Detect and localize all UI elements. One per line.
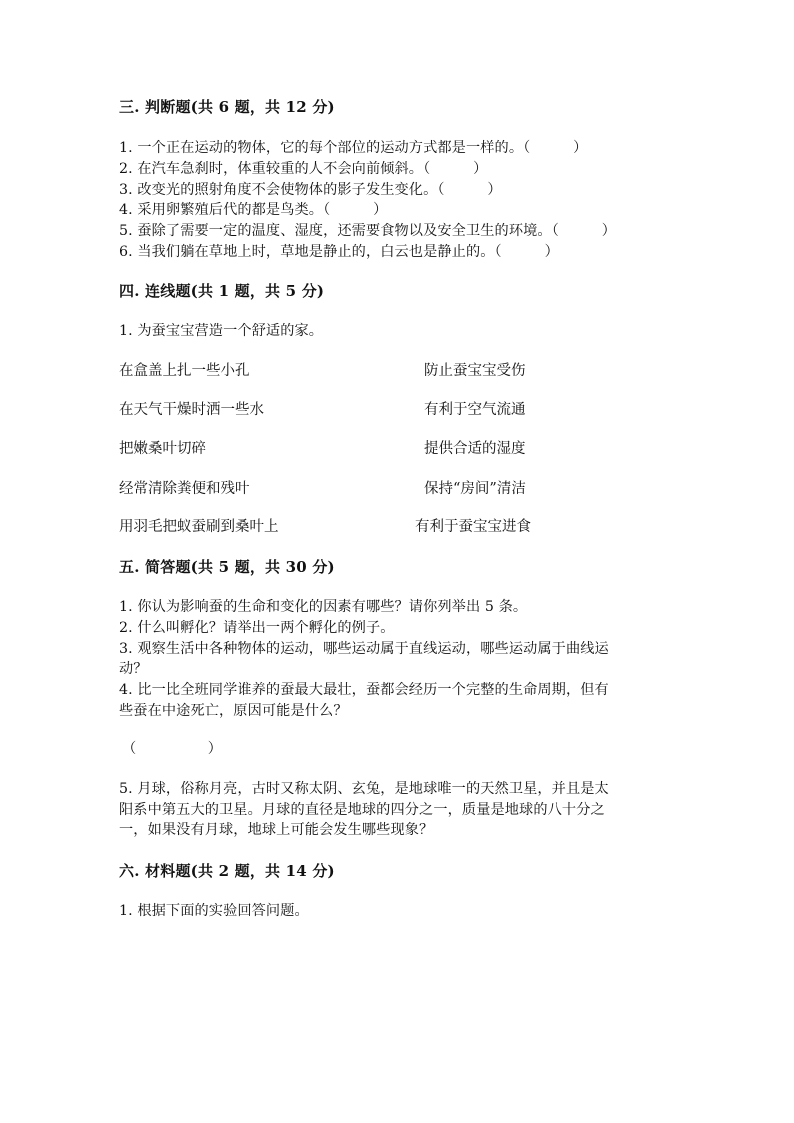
s5-line-3: 3. 观察生活中各种物体的运动，哪些运动属于直线运动，哪些运动属于曲线运 — [119, 641, 609, 657]
section-3-heading: 三. 判断题(共 6 题，共 12 分) — [119, 98, 335, 116]
match-right-2: 有利于空气流通 — [424, 402, 526, 418]
match-left-1: 在盒盖上扎一些小孔 — [119, 363, 250, 379]
s5-line-5: 4. 比一比全班同学谁养的蚕最大最壮，蚕都会经历一个完整的生命周期，但有 — [119, 682, 609, 698]
s5-q5-line-1: 5. 月球，俗称月亮，古时又称太阴、玄兔，是地球唯一的天然卫星，并且是太 — [119, 781, 609, 797]
section-5-heading: 五. 简答题(共 5 题，共 30 分) — [119, 558, 335, 576]
match-left-5: 用羽毛把蚁蚕刷到桑叶上 — [119, 519, 279, 535]
s5-line-1: 1. 你认为影响蚕的生命和变化的因素有哪些？请你列举出 5 条。 — [119, 599, 528, 615]
match-right-4: 保持“房间”清洁 — [424, 481, 526, 497]
section-6-heading: 六. 材料题(共 2 题，共 14 分) — [119, 862, 335, 880]
s3-item-3: 3. 改变光的照射角度不会使物体的影子发生变化。（ ） — [119, 182, 502, 198]
match-left-2: 在天气干燥时洒一些水 — [119, 402, 264, 418]
s5-answer-blank: （ ） — [122, 741, 223, 757]
s5-line-4: 动？ — [119, 661, 148, 677]
section-4-heading: 四. 连线题(共 1 题，共 5 分) — [119, 282, 325, 300]
match-right-5: 有利于蚕宝宝进食 — [415, 519, 531, 535]
s3-item-4: 4. 采用卵繁殖后代的都是鸟类。（ ） — [119, 202, 388, 218]
s3-item-1: 1. 一个正在运动的物体，它的每个部位的运动方式都是一样的。（ ） — [119, 140, 588, 156]
s6-question: 1. 根据下面的实验回答问题。 — [119, 903, 309, 919]
s3-item-2: 2. 在汽车急刹时，体重较重的人不会向前倾斜。（ ） — [119, 161, 488, 177]
match-left-3: 把嫩桑叶切碎 — [119, 441, 206, 457]
s5-q5-line-2: 阳系中第五大的卫星。月球的直径是地球的四分之一，质量是地球的八十分之 — [119, 802, 605, 818]
match-right-3: 提供合适的湿度 — [424, 441, 526, 457]
s5-q5-line-3: 一，如果没有月球，地球上可能会发生哪些现象？ — [119, 822, 434, 838]
s5-line-6: 些蚕在中途死亡，原因可能是什么？ — [119, 703, 348, 719]
s3-item-5: 5. 蚕除了需要一定的温度、湿度，还需要食物以及安全卫生的环境。（ ） — [119, 223, 617, 239]
s5-line-2: 2. 什么叫孵化？请举出一两个孵化的例子。 — [119, 620, 395, 636]
s3-item-6: 6. 当我们躺在草地上时，草地是静止的，白云也是静止的。（ ） — [119, 244, 559, 260]
match-right-1: 防止蚕宝宝受伤 — [424, 363, 526, 379]
s4-question: 1. 为蚕宝宝营造一个舒适的家。 — [119, 323, 324, 339]
match-left-4: 经常清除粪便和残叶 — [119, 481, 250, 497]
